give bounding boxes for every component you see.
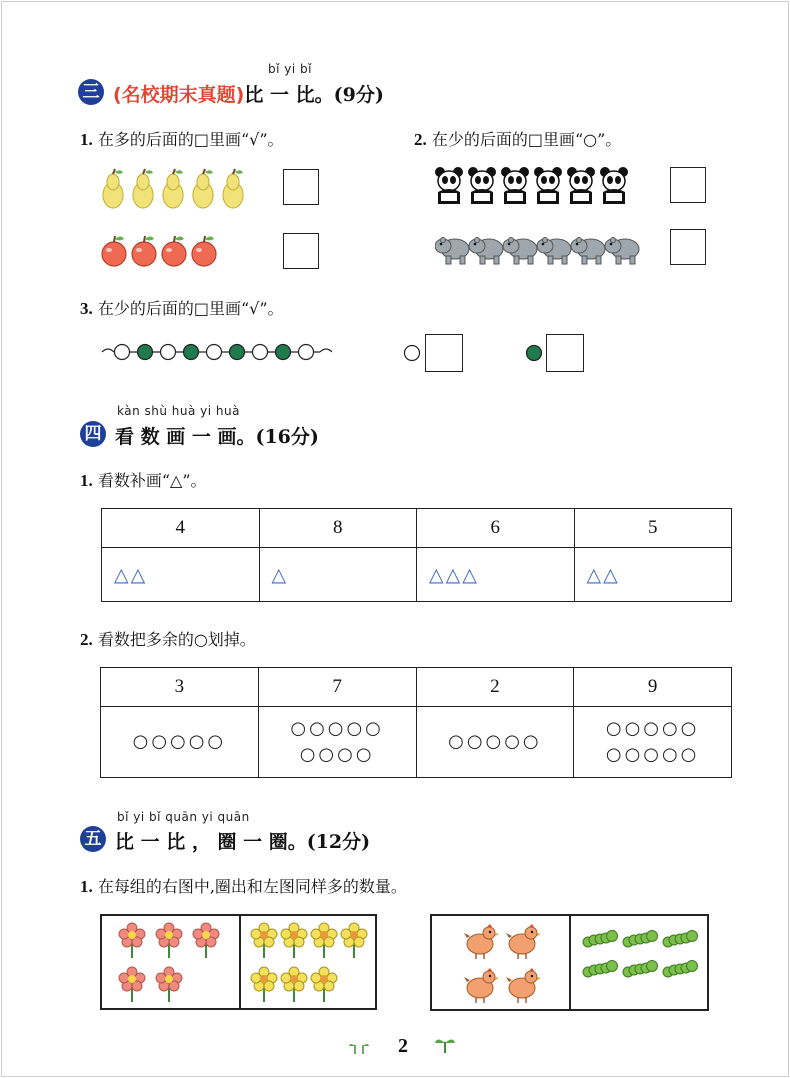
green-bead bbox=[138, 345, 153, 360]
hippo-icon bbox=[537, 238, 571, 265]
s3-q2-number: 2. bbox=[414, 130, 427, 149]
triangle-target-number: 6 bbox=[417, 509, 575, 548]
s4-q1-text: 看数补画“△”。 bbox=[97, 471, 207, 490]
section5-badge: 五 bbox=[80, 826, 106, 852]
apple-icon bbox=[192, 236, 216, 266]
flower-box-divider bbox=[239, 916, 241, 1008]
pear-icon bbox=[163, 169, 183, 208]
triangle-drawing-cell[interactable]: △△ bbox=[574, 548, 732, 602]
caterpillar-icon bbox=[583, 961, 618, 978]
circle-target-number: 7 bbox=[258, 668, 416, 707]
pear-icon bbox=[133, 169, 153, 208]
hippo-icon bbox=[571, 238, 605, 265]
hippo-icon bbox=[435, 238, 469, 265]
apple-icon bbox=[102, 236, 126, 266]
section3-heading bbox=[113, 80, 384, 107]
s5-q1-text: 在每组的右图中,圈出和左图同样多的数量。 bbox=[97, 877, 407, 896]
caterpillar-icon bbox=[623, 961, 658, 978]
circle-group: ○○○○○ bbox=[605, 718, 700, 739]
white-bead-answer-box[interactable] bbox=[425, 334, 463, 372]
hippo-answer-box[interactable] bbox=[670, 229, 706, 265]
hen-compare-box bbox=[430, 914, 709, 1011]
panda-row bbox=[435, 166, 635, 208]
bead-string bbox=[100, 338, 336, 366]
panda-icon bbox=[600, 167, 628, 204]
hen-icon bbox=[506, 968, 541, 1003]
panda-answer-box[interactable] bbox=[670, 167, 706, 203]
section3-badge: 三 bbox=[78, 79, 104, 105]
section3-pinyin: bǐ yi bǐ bbox=[268, 62, 312, 76]
caterpillar-icon bbox=[663, 931, 698, 948]
page-number: 2 bbox=[398, 1035, 408, 1057]
pink-flower-icon bbox=[193, 923, 219, 958]
s3-q1-number: 1. bbox=[80, 130, 93, 149]
s3-question-1 bbox=[80, 127, 284, 150]
circle-group: ○○○○ bbox=[299, 744, 375, 765]
white-bead-icon bbox=[403, 344, 421, 362]
white-bead bbox=[253, 345, 268, 360]
panda-icon bbox=[501, 167, 529, 204]
section3-score: 。(9分) bbox=[314, 84, 384, 106]
caterpillar-icon bbox=[623, 931, 658, 948]
yellow-flower-icon bbox=[311, 967, 337, 1002]
s3-q3-text: 在少的后面的□里画“√”。 bbox=[97, 299, 284, 318]
panda-icon bbox=[435, 167, 463, 204]
s4-question-2 bbox=[80, 627, 256, 650]
pear-answer-box[interactable] bbox=[283, 169, 319, 205]
yellow-flower-icon bbox=[311, 923, 337, 958]
section4-pinyin: kàn shù huà yi huà bbox=[117, 404, 240, 418]
hen-group bbox=[464, 924, 544, 1006]
hippo-row bbox=[435, 232, 645, 268]
triangle-drawing-cell[interactable]: △ bbox=[259, 548, 417, 602]
triangle-drawing-cell[interactable]: △△ bbox=[102, 548, 260, 602]
triangle-drawing-cell[interactable]: △△△ bbox=[417, 548, 575, 602]
green-bead bbox=[230, 345, 245, 360]
hippo-icon bbox=[503, 238, 537, 265]
s3-q1-text: 在多的后面的□里画“√”。 bbox=[97, 130, 284, 149]
circle-cell[interactable] bbox=[101, 707, 259, 778]
hen-box-divider bbox=[569, 916, 571, 1009]
sprout-right-icon bbox=[434, 1035, 456, 1055]
hen-icon bbox=[464, 968, 499, 1003]
pink-flower-icon bbox=[119, 967, 145, 1002]
yellow-flower-icon bbox=[251, 967, 277, 1002]
s4-q2-text: 看数把多余的○划掉。 bbox=[97, 630, 256, 649]
triangle-target-number: 4 bbox=[102, 509, 260, 548]
caterpillar-icon bbox=[663, 961, 698, 978]
section4-heading bbox=[115, 422, 319, 449]
pink-flower-icon bbox=[119, 923, 145, 958]
circle-target-number: 3 bbox=[101, 668, 259, 707]
section5-title: 比 一 比 ， 圈 一 圈 bbox=[115, 831, 288, 853]
section5-score: 。(12分) bbox=[287, 831, 371, 853]
s4-q1-number: 1. bbox=[80, 471, 93, 490]
pear-icon bbox=[193, 169, 213, 208]
apple-icon bbox=[162, 236, 186, 266]
green-bead-icon bbox=[525, 344, 543, 362]
circle-cell[interactable] bbox=[258, 707, 416, 778]
green-bead bbox=[184, 345, 199, 360]
pink-flower-group bbox=[118, 922, 228, 1006]
section4-title: 看 数 画 一 画 bbox=[115, 426, 237, 448]
pink-flower-icon bbox=[156, 923, 182, 958]
circle-target-number: 2 bbox=[416, 668, 574, 707]
section4-badge: 四 bbox=[80, 421, 106, 447]
hippo-icon bbox=[605, 238, 639, 265]
circle-target-number: 9 bbox=[574, 668, 732, 707]
circle-group: ○○○○○ bbox=[448, 731, 542, 752]
triangle-table bbox=[101, 508, 732, 602]
triangle-target-number: 8 bbox=[259, 509, 417, 548]
sprout-left-icon bbox=[348, 1038, 370, 1056]
section5-pinyin: bǐ yi bǐ quān yi quān bbox=[117, 810, 250, 824]
hen-icon bbox=[464, 924, 499, 959]
caterpillar-icon bbox=[583, 930, 618, 947]
flower-compare-box bbox=[100, 914, 377, 1010]
section3-tag: (名校期末真题) bbox=[113, 84, 245, 106]
circle-group: ○○○○○ bbox=[132, 731, 227, 752]
white-bead bbox=[299, 345, 314, 360]
circle-cell[interactable] bbox=[574, 707, 732, 778]
s4-question-1 bbox=[80, 468, 207, 491]
pear-icon bbox=[223, 169, 243, 208]
hippo-icon bbox=[469, 238, 503, 265]
green-bead-answer-box[interactable] bbox=[546, 334, 584, 372]
yellow-flower-icon bbox=[251, 923, 277, 958]
circle-table bbox=[100, 667, 732, 778]
pear-icon bbox=[103, 169, 123, 208]
yellow-flower-icon bbox=[341, 923, 367, 958]
yellow-flower-group bbox=[250, 922, 376, 1006]
s3-question-3 bbox=[80, 296, 284, 319]
white-bead bbox=[207, 345, 222, 360]
panda-icon bbox=[567, 167, 595, 204]
yellow-flower-icon bbox=[281, 923, 307, 958]
apple-icon bbox=[132, 236, 156, 266]
triangle-target-number: 5 bbox=[574, 509, 732, 548]
panda-icon bbox=[534, 167, 562, 204]
s3-question-2 bbox=[414, 127, 621, 150]
s3-q2-text: 在少的后面的□里画“○”。 bbox=[431, 130, 622, 149]
hen-icon bbox=[506, 924, 541, 959]
pear-row bbox=[100, 168, 250, 212]
apple-answer-box[interactable] bbox=[283, 233, 319, 269]
circle-group: ○○○○○ bbox=[290, 718, 384, 739]
circle-cell[interactable] bbox=[416, 707, 574, 778]
s3-q3-number: 3. bbox=[80, 299, 93, 318]
s4-q2-number: 2. bbox=[80, 630, 93, 649]
panda-icon bbox=[468, 167, 496, 204]
section3-title: 比 一 比 bbox=[244, 84, 315, 106]
circle-group: ○○○○○ bbox=[605, 744, 700, 765]
white-bead bbox=[115, 345, 130, 360]
apple-row bbox=[100, 234, 220, 270]
green-bead bbox=[276, 345, 291, 360]
white-bead bbox=[161, 345, 176, 360]
section4-score: 。(16分) bbox=[236, 426, 319, 448]
s5-question-1 bbox=[80, 874, 407, 897]
pink-flower-icon bbox=[156, 967, 182, 1002]
section5-heading bbox=[115, 827, 370, 854]
yellow-flower-icon bbox=[281, 967, 307, 1002]
caterpillar-group bbox=[582, 930, 702, 1000]
s5-q1-number: 1. bbox=[80, 877, 93, 896]
